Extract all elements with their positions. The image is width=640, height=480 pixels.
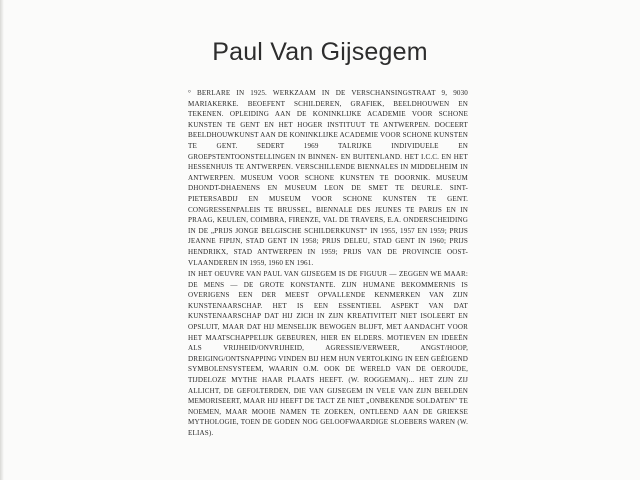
page-edge-shadow	[0, 0, 4, 480]
page-title: Paul Van Gijsegem	[212, 38, 428, 66]
critique-paragraph: IN HET OEUVRE VAN PAUL VAN GIJSEGEM IS DE FIGUUR — ZEGGEN WE MAAR: DE MENS — DE GROTE KONSTANTE. ZIJN HUMANE BEKOMMERNIS IS OVERIGENS EEN DER MEEST OPVALLENDE KENMERKEN VAN ZIJN KUNSTENAARSCHAP. HET IS EEN ESSENTIEEL ASPEKT VAN DAT KUNSTENAARSCHAP DAT HIJ ZICH IN ZIJN KREATIVITEIT NIET ISOLEERT EN OPSLUIT, MAAR DAT HIJ MENSELIJK BEWOGEN BLIJFT, MET AANDACHT VOOR HET MAATSCHAPPELIJK GEBEUREN, HIER EN ELDERS. MOTIEVEN EN IDEEËN ALS VRIJHEID/ONVRIJHEID, AGRESSIE/VERWEER, ANGST/HOOP, DREIGING/ONTSNAPPING VINDEN BIJ HEM HUN VERTOLKING IN EEN GEËIGEND SYMBOLENSYSTEEM, WAARIN O.M. OOK DE WERELD VAN DE OEROUDE, TIJDELOZE MYTHE HAAR PLAATS HEEFT. (W. ROGGEMAN)... HET ZIJN ZIJ ALLICHT, DE GEFOLTERDEN, DIE VAN GIJSEGEM IN VELE VAN ZIJN BEELDEN MEMORISEERT, MAAR HIJ HEEFT DE TACT ZE NIET „ONBEKENDE SOLDATEN" TE NOEMEN, MAAR MOOIE NAMEN TE ZOEKEN, ONTLEEND AAN DE GRIEKSE MYTHOLOGIE, TOEN DE GODEN NOG GELOOFWAARDIGE SLOEBERS WAREN (W. ELIAS).	[188, 270, 468, 437]
biography-text	[188, 88, 468, 439]
biography-paragraph: ° BERLARE IN 1925. WERKZAAM IN DE VERSCHANSINGSTRAAT 9, 9030 MARIAKERKE. BEOEFENT SCHILDEREN, GRAFIEK, BEELDHOUWEN EN TEKENEN. OPLEIDING AAN DE KONINKLIJKE ACADEMIE VOOR SCHONE KUNSTEN TE GENT EN HET HOGER INSTITUUT TE ANTWERPEN. DOCEERT BEELDHOUWKUNST AAN DE KONINKLIJKE ACADEMIE VOOR SCHONE KUNSTEN TE GENT. SEDERT 1969 TALRIJKE INDIVIDUELE EN GROEPSTENTOONSTELLINGEN IN BINNEN- EN BUITENLAND. HET I.C.C. EN HET HESSENHUIS TE ANTWERPEN. VERSCHILLENDE BIENNALES IN MIDDELHEIM IN ANTWERPEN. MUSEUM VOOR SCHONE KUNSTEN TE DOORNIK. MUSEUM DHONDT-DHAENENS EN MUSEUM LEON DE SMET TE DEURLE. SINT-PIETERSABDIJ EN MUSEUM VOOR SCHONE KUNSTEN TE GENT. CONGRESSENPALEIS TE BRUSSEL, BIENNALE DES JEUNES TE PARIJS EN IN PRAAG, KEULEN, COIMBRA, FIRENZE, VAL DE TRAVERS, E.A. ONDERSCHEIDING IN DE „PRIJS JONGE BELGISCHE SCHILDERKUNST" IN 1955, 1957 EN 1959; PRIJS JEANNE FIPIJN, STAD GENT IN 1958; PRIJS DELEU, STAD GENT IN 1960; PRIJS HENDRIKX, STAD ANTWERPEN IN 1959; PRIJS VAN DE PROVINCIE OOST-VLAANDEREN IN 1959, 1960 EN 1961.	[188, 89, 468, 267]
